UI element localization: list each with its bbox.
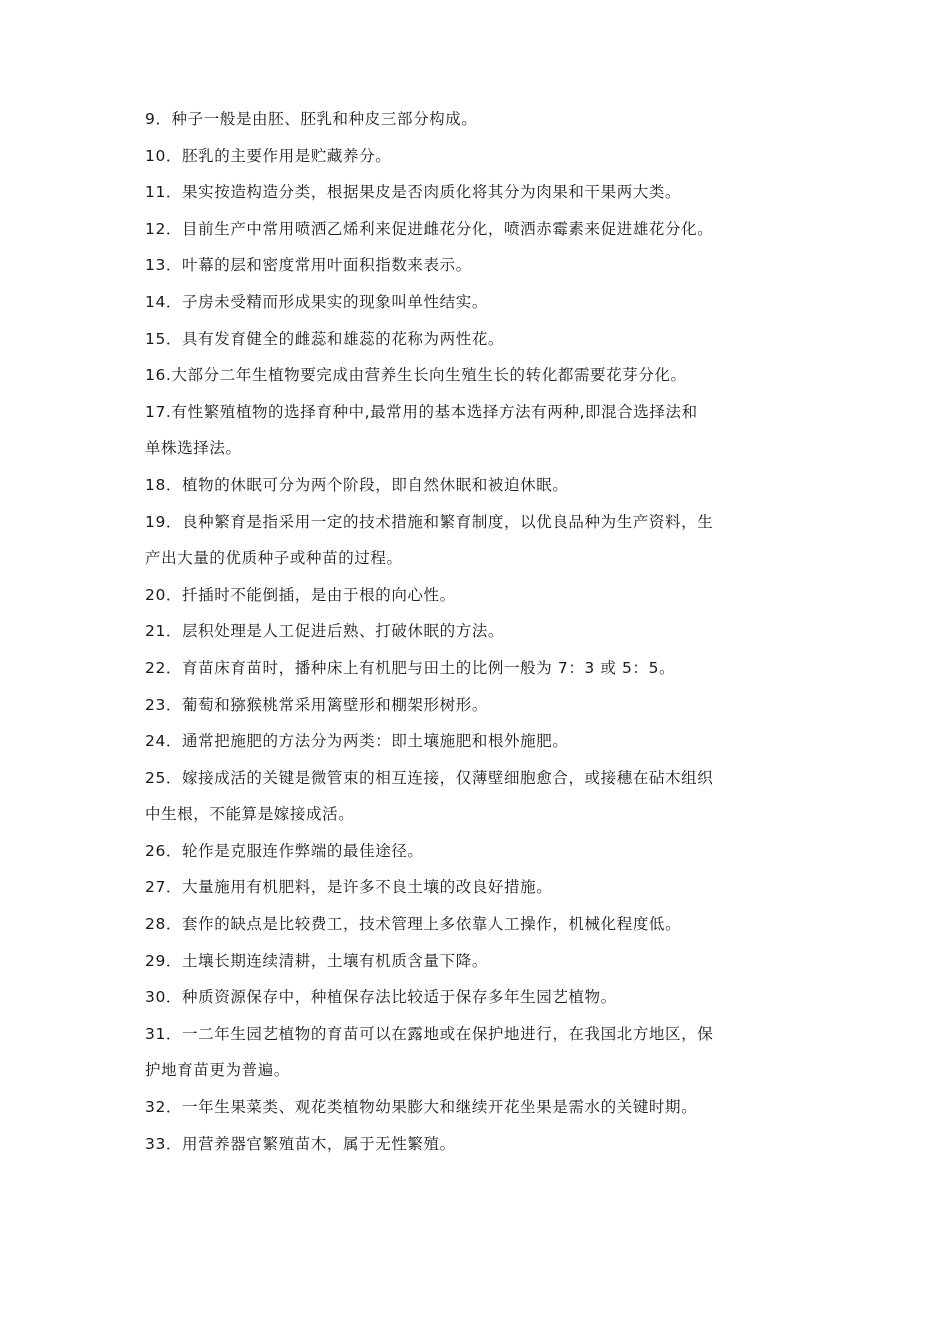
text-line: 14．子房未受精而形成果实的现象叫单性结实。 [145, 292, 488, 311]
text-line: 24．通常把施肥的方法分为两类：即土壤施肥和根外施肥。 [145, 732, 569, 751]
text-line: 15．具有发育健全的雌蕊和雄蕊的花称为两性花。 [145, 329, 505, 348]
text-line: 32．一年生果菜类、观花类植物幼果膨大和继续开花坐果是需水的关键时期。 [145, 1098, 698, 1117]
text-line: 17.有性繁殖植物的选择育种中,最常用的基本选择方法有两种,即混合选择法和 [145, 402, 698, 421]
text-line: 26．轮作是克服连作弊端的最佳途径。 [145, 841, 424, 860]
text-line: 19．良种繁育是指采用一定的技术措施和繁育制度，以优良品种为生产资料，生 [145, 512, 714, 531]
text-line: 25．嫁接成活的关键是微管束的相互连接，仅薄壁细胞愈合，或接穗在砧木组织 [145, 768, 714, 787]
text-line: 18．植物的休眠可分为两个阶段，即自然休眠和被迫休眠。 [145, 475, 569, 494]
text-line: 12．目前生产中常用喷洒乙烯利来促进雌花分化，喷洒赤霉素来促进雄花分化。 [145, 219, 714, 238]
text-line: 28．套作的缺点是比较费工，技术管理上多依靠人工操作，机械化程度低。 [145, 915, 682, 934]
text-line: 33．用营养器官繁殖苗木，属于无性繁殖。 [145, 1134, 456, 1153]
text-line: 30．种质资源保存中，种植保存法比较适于保存多年生园艺植物。 [145, 988, 617, 1007]
text-line: 10．胚乳的主要作用是贮藏养分。 [145, 146, 392, 165]
text-line: 20．扦插时不能倒插，是由于根的向心性。 [145, 585, 456, 604]
text-line: 中生根，不能算是嫁接成活。 [145, 805, 355, 824]
text-line: 23．葡萄和猕猴桃常采用篱壁形和棚架形树形。 [145, 695, 488, 714]
text-line: 16.大部分二年生植物要完成由营养生长向生殖生长的转化都需要花芽分化。 [145, 366, 687, 385]
text-line: 31．一二年生园艺植物的育苗可以在露地或在保护地进行，在我国北方地区，保 [145, 1024, 714, 1043]
text-line: 护地育苗更为普遍。 [145, 1061, 290, 1080]
text-line: 13．叶幕的层和密度常用叶面积指数来表示。 [145, 256, 472, 275]
text-line: 22．育苗床育苗时，播种床上有机肥与田土的比例一般为 7：3 或 5：5。 [145, 658, 676, 677]
text-line: 单株选择法。 [145, 439, 242, 458]
text-line: 11．果实按造构造分类，根据果皮是否肉质化将其分为肉果和干果两大类。 [145, 183, 682, 202]
text-line: 27．大量施用有机肥料，是许多不良土壤的改良好措施。 [145, 878, 553, 897]
text-line: 29．土壤长期连续清耕，土壤有机质含量下降。 [145, 951, 488, 970]
text-line: 产出大量的优质种子或种苗的过程。 [145, 549, 403, 568]
text-line: 9．种子一般是由胚、胚乳和种皮三部分构成。 [145, 110, 478, 128]
text-line: 21．层积处理是人工促进后熟、打破休眠的方法。 [145, 622, 505, 641]
question-list [145, 101, 825, 1162]
